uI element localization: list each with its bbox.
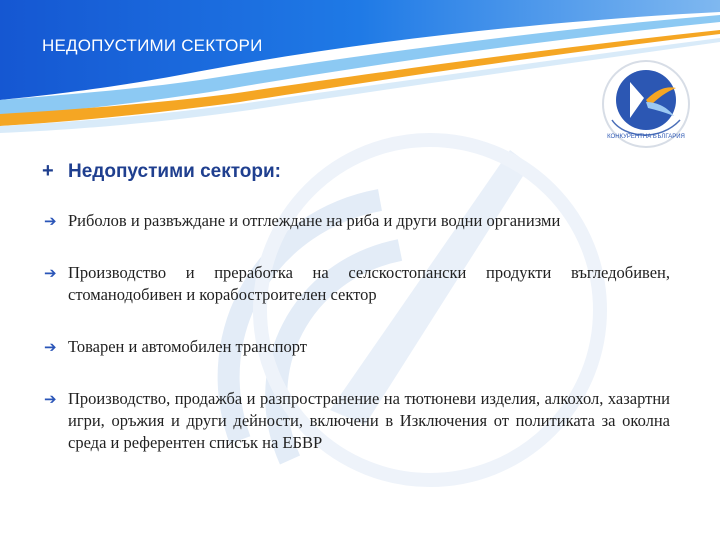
section-heading [42,160,281,183]
list-item [44,336,670,358]
arrow-right-icon: ➔ [44,338,57,356]
list-item-text: Производство, продажба и разпространение на тютюневи изделия, алкохол, хазартни игри, оръжия и други дейности, включени в Изключения от политиката за околна среда и референтен списък на ЕБВР [68,389,670,452]
list-item [44,210,670,232]
konkurentna-bulgaria-logo [600,58,692,150]
bullet-list [44,210,670,454]
arrow-right-icon: ➔ [44,390,57,408]
list-item-text: Производство и преработка на селскостопански продукти въгледобивен, стоманодобивен и корабостроителен сектор [68,263,670,304]
list-item [44,388,670,454]
logo-text: КОНКУРЕНТНА БЪЛГАРИЯ [607,134,685,140]
list-item-text: Товарен и автомобилен транспорт [68,337,307,356]
list-item-text: Риболов и развъждане и отглеждане на риба и други водни организми [68,211,561,230]
page-title: НЕДОПУСТИМИ СЕКТОРИ [42,36,263,55]
list-item [44,262,670,306]
arrow-right-icon: ➔ [44,264,57,282]
plus-bullet-icon: + [42,160,54,182]
heading-text: Недопустими сектори: [68,160,282,182]
arrow-right-icon: ➔ [44,212,57,230]
